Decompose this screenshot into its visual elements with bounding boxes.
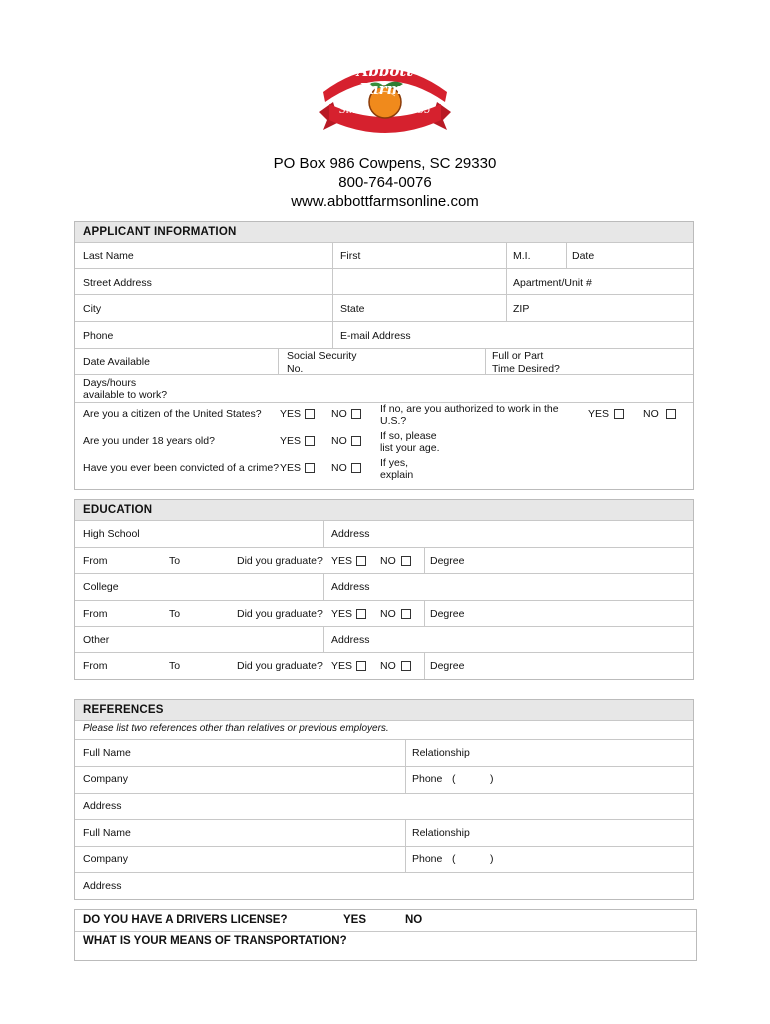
middle-initial-label: M.I. bbox=[513, 250, 531, 262]
authorized-no-checkbox[interactable] bbox=[666, 409, 676, 419]
reference-1-relationship-label: Relationship bbox=[412, 747, 470, 759]
college-no-label: NO bbox=[380, 608, 396, 620]
crime-yes-checkbox[interactable] bbox=[305, 463, 315, 473]
high-school-graduate-label: Did you graduate? bbox=[237, 555, 323, 567]
high-school-yes-label: YES bbox=[331, 555, 353, 567]
phone-label: Phone bbox=[83, 330, 114, 342]
fulltime-label-line2: Time Desired? bbox=[492, 363, 560, 375]
references-note: Please list two references other than relatives or previous employers. bbox=[83, 723, 389, 734]
college-graduate-label: Did you graduate? bbox=[237, 608, 323, 620]
logo-brand-text: Abbott Farms bbox=[356, 62, 414, 98]
college-from-label: From bbox=[83, 608, 108, 620]
other-graduate-label: Did you graduate? bbox=[237, 660, 323, 672]
other-label: Other bbox=[83, 634, 110, 646]
crime-question: Have you ever been convicted of a crime? bbox=[83, 462, 280, 474]
under-18-yes-checkbox[interactable] bbox=[305, 436, 315, 446]
authorized-question-line2: U.S.? bbox=[380, 415, 407, 427]
logo-year-text: 1955 bbox=[405, 105, 431, 116]
under-18-yes-label: YES bbox=[280, 435, 302, 447]
reference-1-area-close: ) bbox=[490, 773, 494, 785]
other-no-label: NO bbox=[380, 660, 396, 672]
company-website[interactable]: www.abbottfarmsonline.com bbox=[291, 193, 479, 210]
college-no-checkbox[interactable] bbox=[401, 609, 411, 619]
logo-since-text: Since bbox=[339, 105, 368, 116]
email-label: E-mail Address bbox=[340, 330, 411, 342]
college-label: College bbox=[83, 581, 119, 593]
reference-1-company-label: Company bbox=[83, 773, 128, 785]
ssn-label-line2: No. bbox=[287, 363, 304, 375]
citizen-no-checkbox[interactable] bbox=[351, 409, 361, 419]
apartment-label: Apartment/Unit # bbox=[513, 277, 592, 289]
date-available-label: Date Available bbox=[83, 356, 150, 368]
reference-1-address-label: Address bbox=[83, 800, 122, 812]
drivers-license-no[interactable]: NO bbox=[405, 914, 423, 926]
college-address-label: Address bbox=[331, 581, 370, 593]
transportation-question: WHAT IS YOUR MEANS OF TRANSPORTATION? bbox=[83, 935, 347, 947]
other-address-label: Address bbox=[331, 634, 370, 646]
reference-1-area-open: ( bbox=[452, 773, 456, 785]
other-yes-checkbox[interactable] bbox=[356, 661, 366, 671]
explain-label: If yes, bbox=[380, 457, 409, 469]
college-degree-label: Degree bbox=[430, 608, 465, 620]
date-label: Date bbox=[572, 250, 595, 262]
crime-yes-label: YES bbox=[280, 462, 302, 474]
high-school-from-label: From bbox=[83, 555, 108, 567]
authorized-question: If no, are you authorized to work in the bbox=[380, 403, 559, 415]
state-label: State bbox=[340, 303, 365, 315]
high-school-address-label: Address bbox=[331, 528, 370, 540]
age-label-line2: list your age. bbox=[380, 442, 440, 454]
street-address-label: Street Address bbox=[83, 277, 152, 289]
age-label: If so, please bbox=[380, 430, 437, 442]
transportation-section bbox=[74, 909, 697, 961]
authorized-yes-label: YES bbox=[588, 408, 610, 420]
citizen-yes-checkbox[interactable] bbox=[305, 409, 315, 419]
reference-2-company-label: Company bbox=[83, 853, 128, 865]
college-to-label: To bbox=[169, 608, 181, 620]
under-18-question: Are you under 18 years old? bbox=[83, 435, 215, 447]
other-degree-label: Degree bbox=[430, 660, 465, 672]
authorized-no-label: NO bbox=[643, 408, 659, 420]
reference-1-phone-label: Phone bbox=[412, 773, 443, 785]
high-school-to-label: To bbox=[169, 555, 181, 567]
reference-2-relationship-label: Relationship bbox=[412, 827, 470, 839]
high-school-label: High School bbox=[83, 528, 140, 540]
under-18-no-checkbox[interactable] bbox=[351, 436, 361, 446]
reference-2-name-label: Full Name bbox=[83, 827, 131, 839]
college-yes-label: YES bbox=[331, 608, 353, 620]
crime-no-label: NO bbox=[331, 462, 347, 474]
drivers-license-yes[interactable]: YES bbox=[343, 914, 367, 926]
reference-2-area-open: ( bbox=[452, 853, 456, 865]
abbott-farms-logo bbox=[305, 52, 465, 140]
high-school-degree-label: Degree bbox=[430, 555, 465, 567]
college-yes-checkbox[interactable] bbox=[356, 609, 366, 619]
reference-2-area-close: ) bbox=[490, 853, 494, 865]
fulltime-label: Full or Part bbox=[492, 350, 544, 362]
company-address: PO Box 986 Cowpens, SC 29330 bbox=[273, 155, 497, 172]
high-school-yes-checkbox[interactable] bbox=[356, 556, 366, 566]
reference-2-phone-label: Phone bbox=[412, 853, 443, 865]
applicant-information-section bbox=[74, 221, 694, 490]
crime-no-checkbox[interactable] bbox=[351, 463, 361, 473]
other-no-checkbox[interactable] bbox=[401, 661, 411, 671]
section-title: REFERENCES bbox=[83, 704, 164, 716]
other-to-label: To bbox=[169, 660, 181, 672]
high-school-no-checkbox[interactable] bbox=[401, 556, 411, 566]
references-section bbox=[74, 699, 694, 900]
first-name-label: First bbox=[340, 250, 361, 262]
section-title: APPLICANT INFORMATION bbox=[83, 226, 237, 238]
company-phone: 800-764-0076 bbox=[338, 174, 432, 191]
drivers-license-question: DO YOU HAVE A DRIVERS LICENSE? bbox=[83, 914, 288, 926]
high-school-no-label: NO bbox=[380, 555, 396, 567]
city-label: City bbox=[83, 303, 102, 315]
zip-label: ZIP bbox=[513, 303, 530, 315]
under-18-no-label: NO bbox=[331, 435, 347, 447]
citizen-question: Are you a citizen of the United States? bbox=[83, 408, 262, 420]
other-yes-label: YES bbox=[331, 660, 353, 672]
reference-1-name-label: Full Name bbox=[83, 747, 131, 759]
section-title: EDUCATION bbox=[83, 504, 153, 516]
days-hours-label-line2: available to work? bbox=[83, 389, 168, 401]
citizen-yes-label: YES bbox=[280, 408, 302, 420]
education-section bbox=[74, 499, 694, 680]
days-hours-label: Days/hours bbox=[83, 377, 137, 389]
citizen-no-label: NO bbox=[331, 408, 347, 420]
ssn-label: Social Security bbox=[287, 350, 357, 362]
explain-label-line2: explain bbox=[380, 469, 414, 481]
last-name-label: Last Name bbox=[83, 250, 134, 262]
other-from-label: From bbox=[83, 660, 108, 672]
authorized-yes-checkbox[interactable] bbox=[614, 409, 624, 419]
reference-2-address-label: Address bbox=[83, 880, 122, 892]
